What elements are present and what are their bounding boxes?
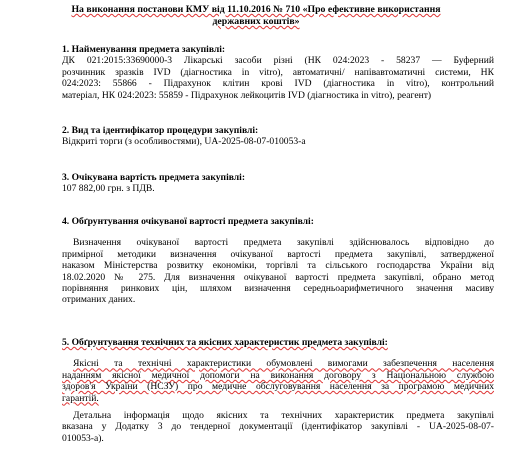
section-4-line-6: отриманих даних. <box>62 294 136 306</box>
section-procedure <box>62 125 494 148</box>
section-5-para-2-line-1: Детальна інформація щодо якісних та технічних характеристик предмета закупівлі <box>73 410 494 422</box>
title-line-1: На виконання постанови КМУ від 11.10.2016 № 710 «Про ефективне використання <box>71 4 441 15</box>
document-title <box>0 4 512 28</box>
section-1-line-3: 024:2023: 55866 - Підрахунок клітин крові IVD (діагностика in vitro), контрольний <box>62 78 494 90</box>
section-1-line-4: матеріал, НК 024:2023: 55859 - Підрахунок лейкоцитів IVD (діагностика in vitro), реагент) <box>62 89 432 101</box>
section-expected-cost <box>62 172 494 195</box>
section-3-heading: 3. Очікувана вартість предмета закупівлі: <box>62 172 246 183</box>
section-4-line-2: примірної методики визначення очікуваної вартості предмета закупівлі, затвердженої <box>62 248 494 260</box>
section-5-para-1-line-3: здоров'я України (НСЗУ) про медичне обслуговування населення за програмою медичних <box>62 381 494 393</box>
section-4-line-4: 18.02.2020 № 275. Для визначення очікуваної вартості предмета закупівлі, обрано метод <box>62 271 494 283</box>
section-2-text: Відкриті торги (з особливостями), UA-2025-08-07-010053-а <box>62 136 306 148</box>
section-5-para-1-line-2: наданням якісної медичної допомоги на виконання договору з Національною службою <box>62 369 494 381</box>
section-4-line-5: порівняння ринкових цін, шляхом визначення середньоарифметичного значення масиву <box>62 283 494 295</box>
section-1-line-1: ДК 021:2015:33690000-3 Лікарські засоби різні (НК 024:2023 - 58237 — Буферний <box>62 55 494 67</box>
section-cost-justification <box>62 216 494 306</box>
section-5-para-1-line-1: Якісні та технічні характеристики обумовлені вимогами забезпечення населення <box>73 358 494 370</box>
section-4-line-1: Визначення очікуваної вартості предмета закупівлі здійснювалось відповідно до <box>73 237 494 249</box>
section-5-para-2-line-3: 010053-а). <box>62 432 104 444</box>
section-1-heading: 1. Найменування предмета закупівлі: <box>62 44 226 55</box>
section-1-line-2: розчинник зразків IVD (діагностика in vitro), автоматичні/ напівавтоматичні системи, НК <box>62 66 494 78</box>
section-5-heading: 5. Обґрунтування технічних та якісних характеристик предмета закупівлі: <box>62 337 388 348</box>
section-5-para-2-line-2: вказана у Додатку 3 до тендерної документації (ідентифікатор закупівлі - UA-2025-08-07- <box>62 421 494 433</box>
section-3-text: 107 882,00 грн. з ПДВ. <box>62 183 155 195</box>
title-line-2: державних коштів» <box>212 16 300 27</box>
section-technical-justification <box>62 337 494 444</box>
section-4-heading: 4. Обґрунтування очікуваної вартості предмета закупівлі: <box>62 216 314 227</box>
section-5-para-1-line-4: гарантій. <box>62 392 99 404</box>
section-2-heading: 2. Вид та ідентифікатор процедури закупівлі: <box>62 125 259 136</box>
section-4-line-3: наказом Міністерства розвитку економіки, торгівлі та сільського господарства України від <box>62 260 494 272</box>
section-item-name <box>62 44 494 101</box>
